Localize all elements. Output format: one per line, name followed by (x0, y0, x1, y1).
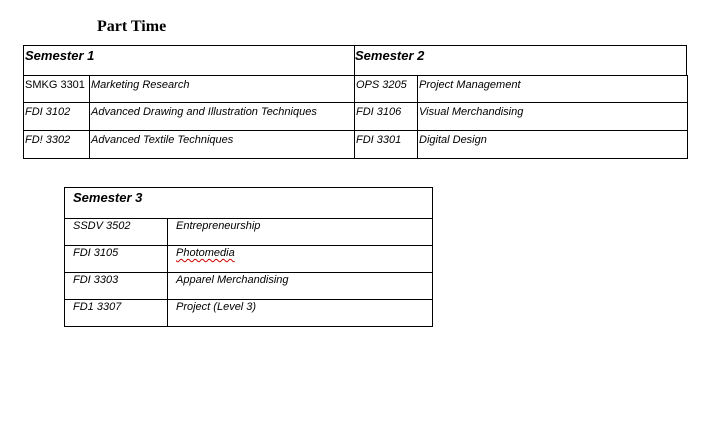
course-code: FDI 3301 (356, 134, 402, 146)
course-name: Entrepreneurship (176, 220, 261, 232)
course-code: FDI 3106 (356, 106, 402, 118)
row-divider (23, 130, 688, 131)
semester-2-header: Semester 2 (355, 48, 425, 63)
course-code: FD1 3307 (73, 301, 122, 313)
course-name: Digital Design (419, 134, 487, 146)
column-divider (167, 218, 168, 327)
semester-1-header: Semester 1 (25, 48, 95, 63)
course-name: Project (Level 3) (176, 301, 257, 313)
course-name: Visual Merchandising (419, 106, 524, 118)
column-divider (417, 75, 418, 159)
course-name: Advanced Textile Techniques (91, 134, 234, 146)
course-code: FDI 3105 (73, 247, 119, 259)
course-name: Project Management (419, 79, 521, 91)
course-name: Marketing Research (91, 79, 190, 91)
course-code: OPS 3205 (356, 79, 407, 91)
page-title: Part Time (97, 18, 167, 35)
course-code: SSDV 3502 (73, 220, 131, 232)
course-code: FDI 3102 (25, 106, 71, 118)
course-code: SMKG 3301 (25, 79, 85, 91)
column-divider (89, 75, 90, 159)
row-divider (64, 245, 433, 246)
course-code: FD! 3302 (25, 134, 71, 146)
course-code: FDI 3303 (73, 274, 119, 286)
course-name: Apparel Merchandising (176, 274, 289, 286)
course-name: Photomedia (176, 247, 235, 259)
course-name: Advanced Drawing and Illustration Techniques (91, 106, 317, 118)
row-divider (23, 102, 688, 103)
semester-3-header: Semester 3 (73, 190, 143, 205)
